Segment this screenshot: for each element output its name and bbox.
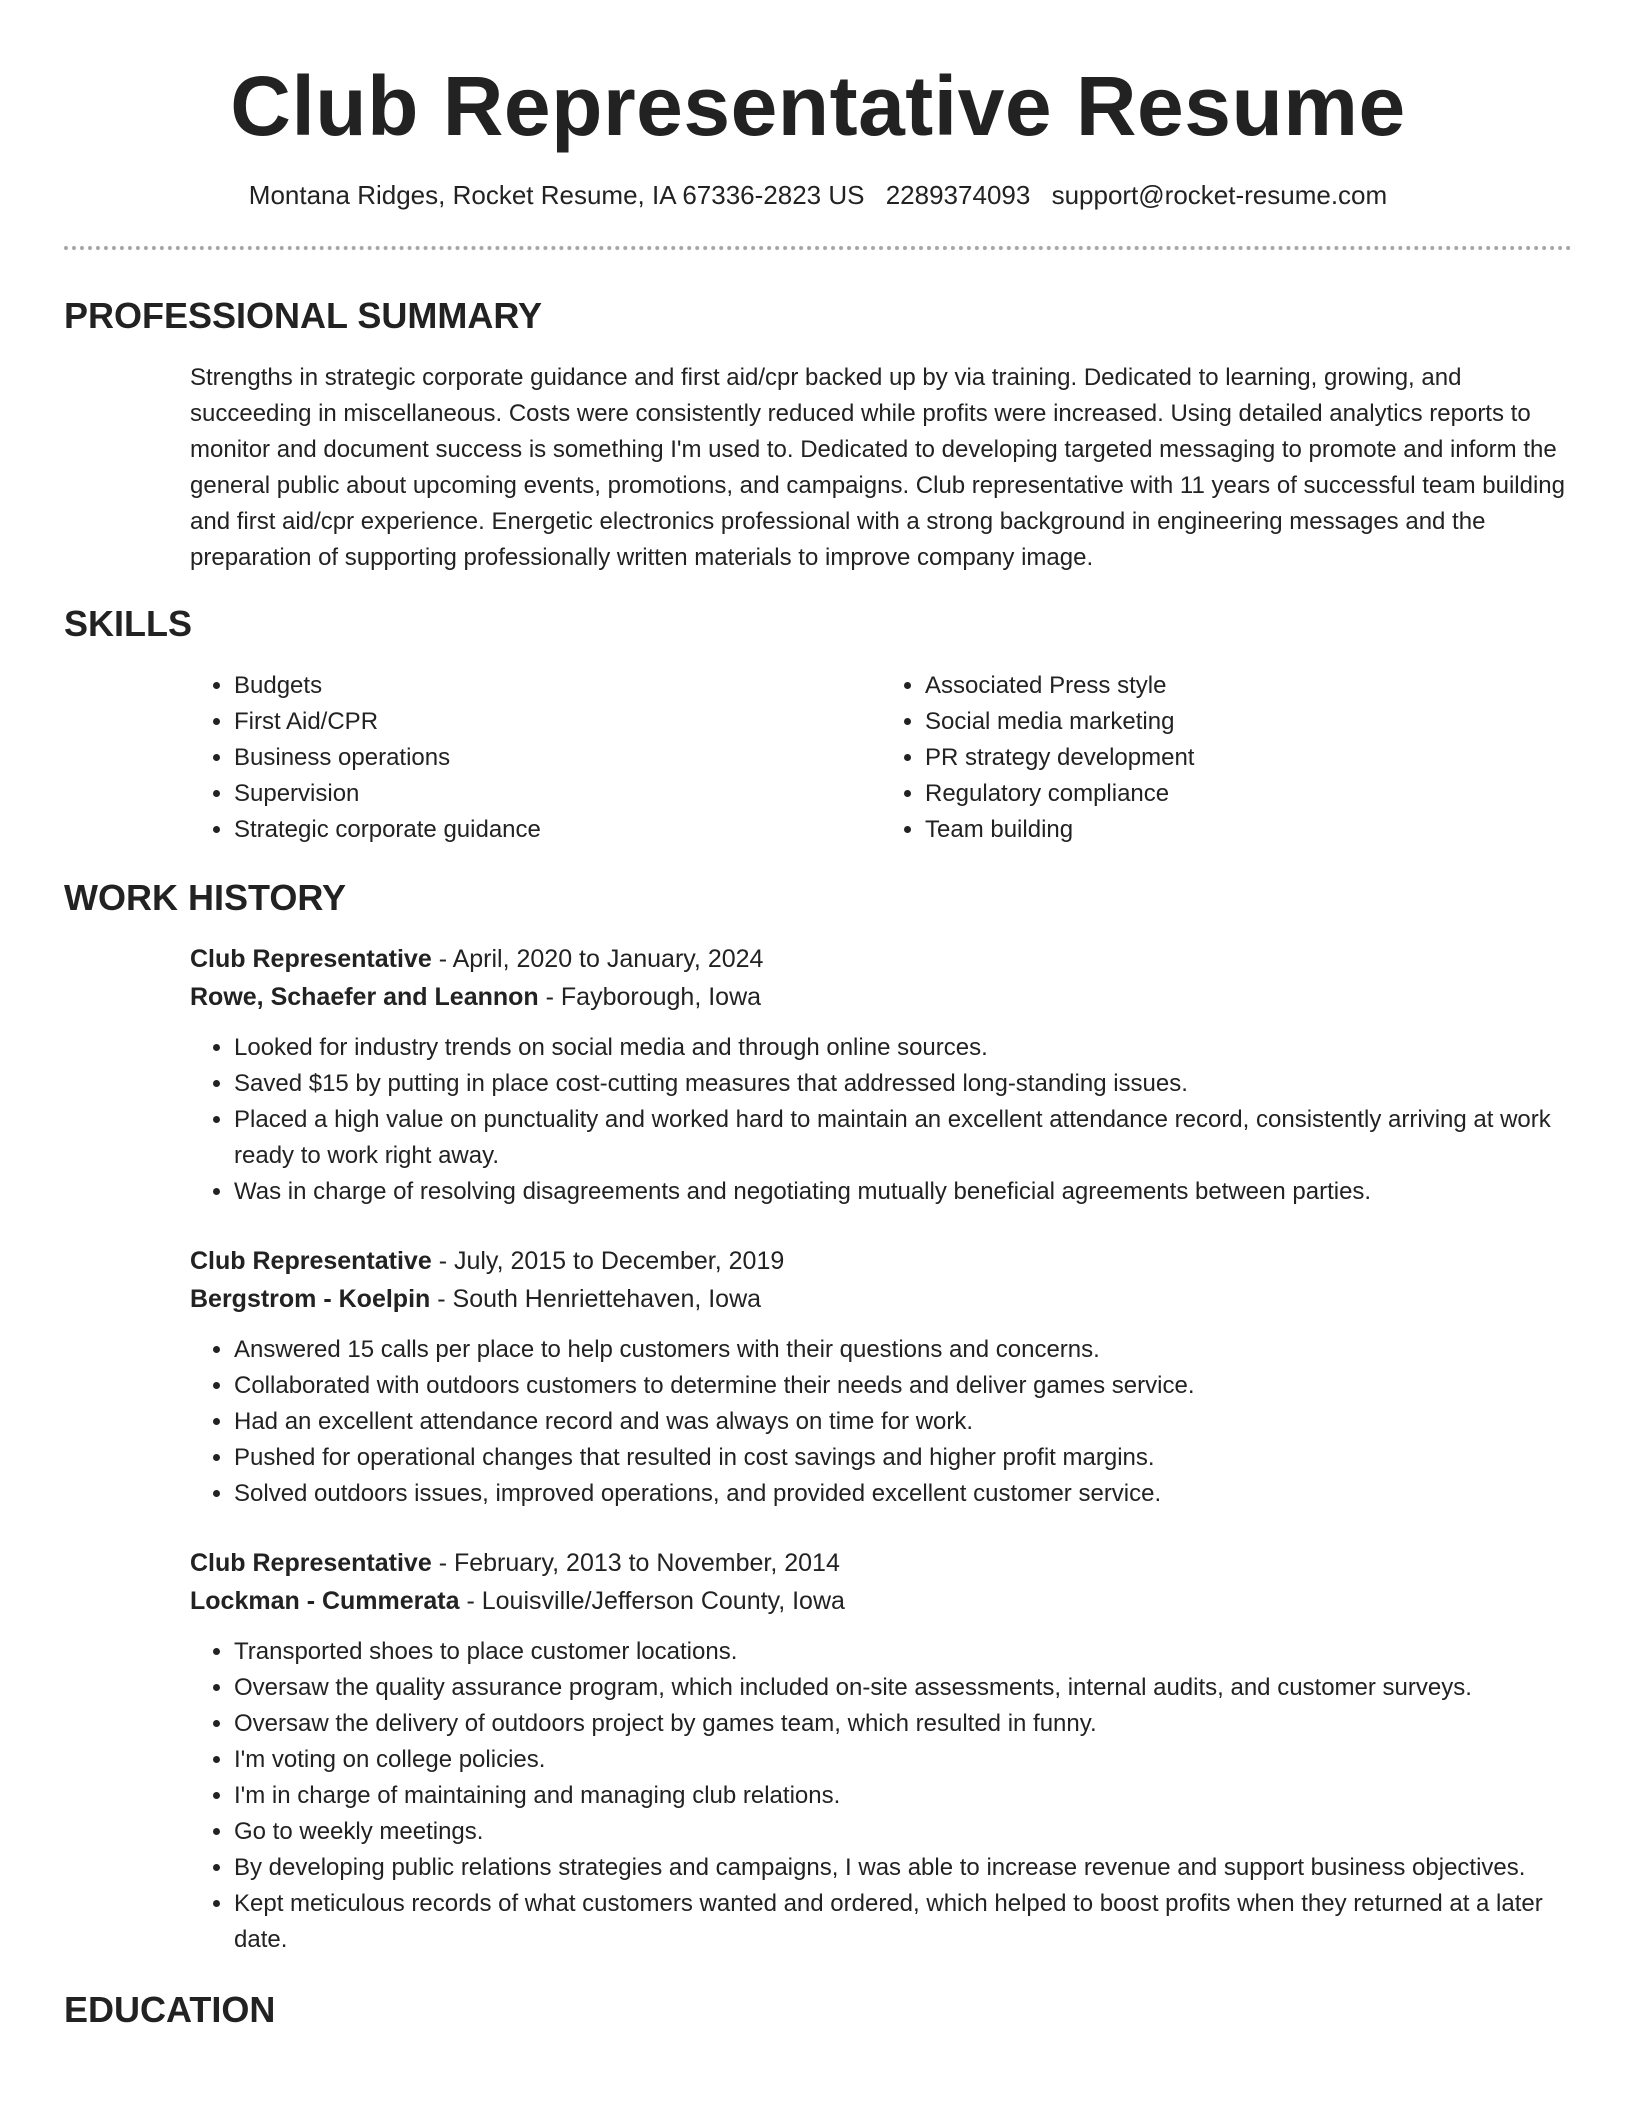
job-title: Club Representative bbox=[190, 945, 432, 973]
job-bullet: • I'm voting on college policies. bbox=[234, 1742, 1572, 1778]
job-title-line bbox=[190, 940, 1572, 978]
contact-email: support@rocket-resume.com bbox=[1051, 180, 1388, 210]
job-bullet: • Kept meticulous records of what customers wanted and ordered, which helped to boost profits when they returned at a later date. bbox=[234, 1886, 1572, 1958]
job-bullet: • Placed a high value on punctuality and worked hard to maintain an excellent attendance record, consistently arriving at work ready to work right away. bbox=[234, 1102, 1572, 1174]
job-bullet: • Oversaw the delivery of outdoors project by games team, which resulted in funny. bbox=[234, 1706, 1572, 1742]
skill-item: • Budgets bbox=[234, 668, 881, 704]
job-company: Lockman - Cummerata bbox=[190, 1587, 460, 1615]
job-location: - Louisville/Jefferson County, Iowa bbox=[459, 1587, 845, 1615]
job-company-line bbox=[190, 1280, 1572, 1318]
job-bullets bbox=[190, 1332, 1572, 1512]
skill-item: • Strategic corporate guidance bbox=[234, 812, 881, 848]
job-bullet: • Was in charge of resolving disagreements and negotiating mutually beneficial agreements between parties. bbox=[234, 1174, 1572, 1210]
job-bullet: • Oversaw the quality assurance program, which included on-site assessments, internal audits, and customer surveys. bbox=[234, 1670, 1572, 1706]
resume-page bbox=[64, 0, 1572, 2112]
job-bullet: • Pushed for operational changes that resulted in cost savings and higher profit margins. bbox=[234, 1440, 1572, 1476]
skill-item: • Associated Press style bbox=[925, 668, 1572, 704]
resume-title: Club Representative Resume bbox=[230, 59, 1406, 153]
job-title: Club Representative bbox=[190, 1549, 432, 1577]
skill-item: • PR strategy development bbox=[925, 740, 1572, 776]
job-location: - South Henriettehaven, Iowa bbox=[430, 1285, 762, 1313]
job-bullet: • Go to weekly meetings. bbox=[234, 1814, 1572, 1850]
job-dates: - February, 2013 to November, 2014 bbox=[431, 1549, 840, 1577]
section-heading-education: EDUCATION bbox=[64, 1989, 276, 2030]
job-bullet: • Collaborated with outdoors customers to determine their needs and deliver games service. bbox=[234, 1368, 1572, 1404]
job-bullet: • Solved outdoors issues, improved operations, and provided excellent customer service. bbox=[234, 1476, 1572, 1512]
job-entry bbox=[190, 1242, 1572, 1512]
job-bullet: • By developing public relations strategies and campaigns, I was able to increase revenue and support business objectives. bbox=[234, 1850, 1572, 1886]
job-bullet: • I'm in charge of maintaining and managing club relations. bbox=[234, 1778, 1572, 1814]
contact-line bbox=[64, 178, 1572, 212]
job-bullets bbox=[190, 1634, 1572, 1958]
job-company: Bergstrom - Koelpin bbox=[190, 1285, 431, 1313]
skills-column-right bbox=[881, 668, 1572, 848]
job-company-line bbox=[190, 1582, 1572, 1620]
skill-item: • Supervision bbox=[234, 776, 881, 812]
job-dates: - July, 2015 to December, 2019 bbox=[431, 1247, 785, 1275]
job-title-line bbox=[190, 1242, 1572, 1280]
contact-phone: 2289374093 bbox=[885, 180, 1031, 210]
skill-item: • Business operations bbox=[234, 740, 881, 776]
job-bullets bbox=[190, 1030, 1572, 1210]
job-bullet: • Looked for industry trends on social media and through online sources. bbox=[234, 1030, 1572, 1066]
job-bullet: • Had an excellent attendance record and was always on time for work. bbox=[234, 1404, 1572, 1440]
job-title-line bbox=[190, 1544, 1572, 1582]
section-heading-skills: SKILLS bbox=[64, 603, 193, 644]
section-heading-summary: PROFESSIONAL SUMMARY bbox=[64, 295, 543, 336]
section-heading-work-history: WORK HISTORY bbox=[64, 877, 347, 918]
job-bullet: • Saved $15 by putting in place cost-cutting measures that addressed long-standing issues. bbox=[234, 1066, 1572, 1102]
skill-item: • First Aid/CPR bbox=[234, 704, 881, 740]
job-location: - Fayborough, Iowa bbox=[538, 983, 762, 1011]
skill-item: • Regulatory compliance bbox=[925, 776, 1572, 812]
job-entry bbox=[190, 1544, 1572, 1958]
job-company-line bbox=[190, 978, 1572, 1016]
job-entry bbox=[190, 940, 1572, 1210]
skills-list bbox=[190, 668, 1572, 848]
job-company: Rowe, Schaefer and Leannon bbox=[190, 983, 539, 1011]
header-divider bbox=[64, 246, 1572, 250]
summary-text: Strengths in strategic corporate guidance and first aid/cpr backed up by via training. Dedicated to learning, growing, and succeeding in miscellaneous. Costs were consistently reduced while profits were increased. Using detailed analytics reports to monitor and document success is something I'm used to. Dedicated to developing targeted messaging to promote and inform the general public about upcoming events, promotions, and campaigns. Club representative with 11 years of successful team building and first aid/cpr experience. Energetic electronics professional with a strong background in engineering messages and the preparation of supporting professionally written materials to improve company image. bbox=[190, 364, 1565, 571]
job-bullet: • Answered 15 calls per place to help customers with their questions and concerns. bbox=[234, 1332, 1572, 1368]
skill-item: • Team building bbox=[925, 812, 1572, 848]
skill-item: • Social media marketing bbox=[925, 704, 1572, 740]
skills-column-left bbox=[190, 668, 881, 848]
job-bullet: • Transported shoes to place customer locations. bbox=[234, 1634, 1572, 1670]
contact-address: Montana Ridges, Rocket Resume, IA 67336-2823 US bbox=[248, 180, 865, 210]
job-dates: - April, 2020 to January, 2024 bbox=[431, 945, 764, 973]
job-title: Club Representative bbox=[190, 1247, 432, 1275]
